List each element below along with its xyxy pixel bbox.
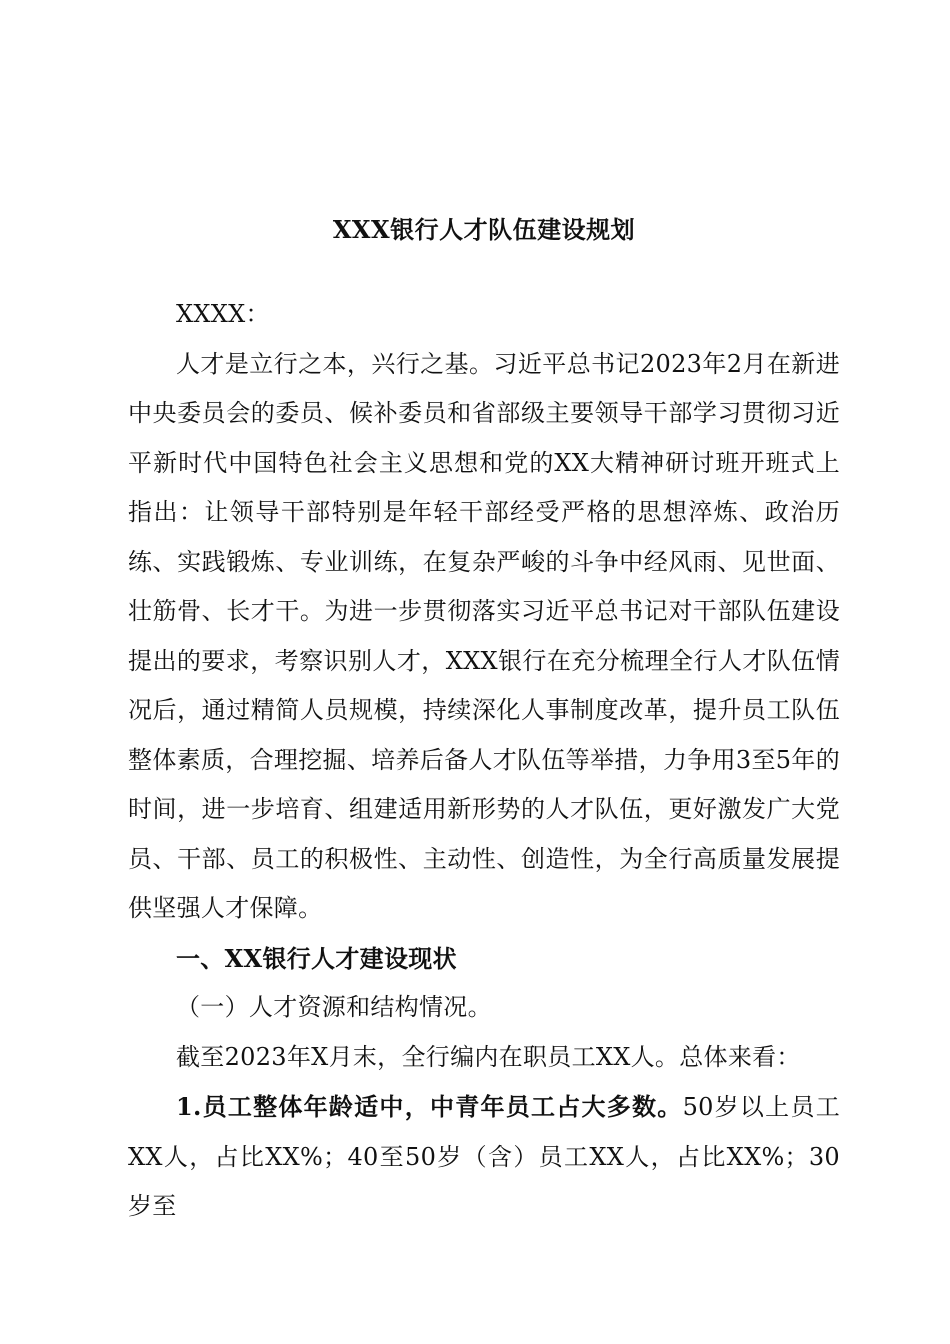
intro-paragraph: 人才是立行之本，兴行之基。习近平总书记2023年2月在新进中央委员会的委员、候补委员和省部级主要领导干部学习贯彻习近平新时代中国特色社会主义思想和党的XX大精神研讨班开班式上指出：让领导干部特别是年轻干部经受严格的思想淬炼、政治历练、实践锻炼、专业训练，在复杂严峻的斗争中经风雨、见世面、壮筋骨、长才干。为进一步贯彻落实习近平总书记对干部队伍建设提出的要求，考察识别人才，XXX银行在充分梳理全行人才队伍情况后，通过精简人员规模，持续深化人事制度改革，提升员工队伍整体素质，合理挖掘、培养后备人才队伍等举措，力争用3至5年的时间，进一步培育、组建适用新形势的人才队伍，更好激发广大党员、干部、员工的积极性、主动性、创造性，为全行高质量发展提供坚强人才保障。 — [128, 349, 840, 922]
document-title: XXX银行人才队伍建设规划 — [332, 215, 636, 244]
point-1-text: 50岁以上员工XX人，占比XX%；40至50岁（含）员工XX人，占比XX%；30岁至 — [128, 1093, 841, 1220]
section-heading: 一、XX银行人才建设现状 — [176, 943, 457, 973]
point-1-lead: 1.员工整体年龄适中，中青年员工占大多数。 — [176, 1092, 683, 1121]
staff-summary-paragraph: 截至2023年X月末，全行编内在职员工XX人。总体来看： — [176, 1042, 801, 1071]
salutation: XXXX： — [176, 300, 270, 328]
point-1-paragraph — [128, 1082, 840, 1232]
subsection-heading: （一）人才资源和结构情况。 — [176, 993, 492, 1021]
document-body — [128, 210, 840, 1232]
